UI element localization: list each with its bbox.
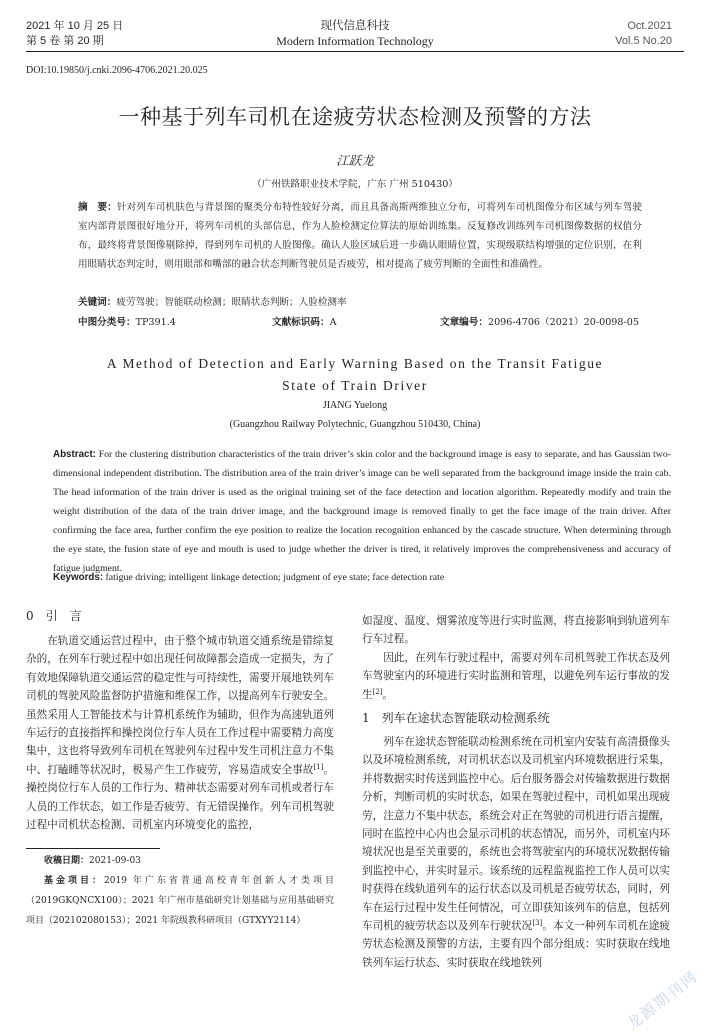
keywords-cn-label: 关键词： (78, 297, 117, 308)
paper-title-en-line1: A Method of Detection and Early Warning Based on the Transit Fatigue (106, 356, 604, 371)
fund-label: 基金项目： (44, 876, 105, 886)
section-0-paragraph-2 (362, 649, 670, 704)
watermark-logo: 龙源期刊网 (623, 967, 702, 1034)
keywords-en (53, 568, 671, 587)
section-1-paragraph-1 (362, 733, 670, 972)
abstract-cn (78, 198, 642, 274)
reference-2: [2] (372, 687, 383, 696)
received-date (26, 851, 334, 871)
section-0-para2-text: 因此，在列车行驶过程中，需要对列车司机驾驶工作状态及列车驾驶室内的环境进行实时监测和管理，以避免列车运行事故的发生 (362, 651, 670, 701)
fund-text: 2019 年广东省普通高校青年创新人才类项目（2019GKQNCX100）；2021 年广州市基础研究计划基础与应用基础研究项目（202102080153）；2021 年院级教科研项目（GTXYY2114） (26, 876, 334, 926)
header-volume: Vol.5 No.20 (615, 35, 672, 47)
section-1-heading: 1 列车在途状态智能联动检测系统 (362, 711, 550, 725)
doc-code-label: 文献标识码： (272, 317, 330, 328)
abstract-cn-label: 摘 要： (78, 202, 117, 213)
abstract-en (53, 445, 671, 578)
section-0-text: 在轨道交通运营过程中，由于整个城市轨道交通系统是错综复杂的，在列车行驶过程中如出现任何故障都会造成一定损失，为了有效地保障轨道交通运营的稳定性与可持续性，需要开展地铁列车司机的驾驶风险监督防护措施和维保工作，以提高列车行驶安全。虽然采用人工智能技术与计算机系统作为辅助，但作为高速轨道列车运行的直接指挥和操控岗位行车人员在工作过程中需要精力高度集中，这也将导致列车司机在驾驶列车过程中发生司机注意力不集中、打瞌睡等状况时，极易产生工作疲劳，容易造成安全事故 (26, 635, 334, 776)
section-0-para1-cont: 如湿度、温度、烟雾浓度等进行实时监测，将直接影响到轨道列车行车过程。 (362, 615, 670, 646)
footnote-rule (26, 848, 160, 849)
fund-project (26, 871, 334, 931)
keywords-cn-text: 疲劳驾驶；智能联动检测；眼睛状态判断；人脸检测率 (116, 297, 347, 308)
classification-clc (78, 313, 176, 332)
section-0-heading: 0 引 言 (26, 609, 82, 623)
footnote (26, 851, 334, 931)
keywords-en-label: Keywords: (53, 572, 104, 583)
doi: DOI:10.19850/j.cnki.2096-4706.2021.20.025 (26, 65, 208, 76)
section-0-paragraph-1 (26, 632, 334, 834)
received-value: 2021-09-03 (89, 856, 141, 866)
journal-title-en: Modern Information Technology (276, 34, 434, 48)
article-number-label: 文章编号： (440, 317, 488, 328)
paper-title-cn: 一种基于列车司机在途疲劳状态检测及预警的方法 (118, 105, 592, 129)
abstract-cn-text: 针对列车司机肤色与背景图的聚类分布特性较好分离，而且具备高斯两维独立分布，可将列车司机图像分布区域与列车驾驶室内部背景图很好地分开，将列车司机的头部信息，作为人脸检测定位算法的原始训练集。反复修改训练列车司机图像数据的权值分布，最终将背景图像剔除掉，得到列车司机的人脸图像。确认人脸区域后进一步确认眼睛位置，实现级联结构增强的定位识别，在利用眼睛状态判定时，则用眼部和嘴部的融合状态判断驾驶员是否疲劳，相对提高了疲劳判断的全面性和准确性。 (78, 202, 642, 270)
author-en: JIANG Yuelong (322, 400, 388, 411)
header-rule (26, 51, 684, 52)
keywords-cn (78, 293, 642, 312)
received-label: 收稿日期： (44, 856, 90, 866)
header-month: Oct.2021 (627, 20, 672, 32)
section-0-text-end: 。操控岗位行车人员的工作行为、精神状态需要对列车司机或者行车人员的工作状态，如工作是否疲劳、有无错误操作。列车司机驾驶过程中司机状态检测、司机室内环境变化的监控， (26, 763, 335, 832)
journal-title-cn: 现代信息科技 (320, 20, 390, 32)
keywords-en-text: fatigue driving; intelligent linkage detection; judgment of eye state; face detection rate (105, 572, 445, 583)
section-0-continuation (362, 612, 670, 704)
abstract-en-text: For the clustering distribution characteristics of the train driver’s skin color and the background image is easy to separate, and has Gaussian two-dimensional independent distribution. The distribution area of the train driver’s image can be well separated from the background image inside the train cab. The head information of the train driver is used as the original training set of the face detection and location algorithm. Repeatedly modify and train the weight distribution of the data of the train driver image, and the background image is removed finally to get the face image of the train driver. After confirming the face area, further confirm the eye position to realize the location recognition enhanced by the cascade structure. When determining through the eye state, the fusion state of eye and mouth is used to judge whether the driver is tired, it relatively improves the comprehensiveness and accuracy of fatigue judgment. (53, 449, 672, 574)
header-date: 2021 年 10 月 25 日 (26, 20, 124, 32)
classification-doc (272, 313, 337, 332)
affiliation-en: (Guangzhou Railway Polytechnic, Guangzhou 510430, China) (229, 419, 481, 430)
section-0-para2-end: 。 (382, 688, 394, 701)
paper-title-en-line2: State of Train Driver (282, 378, 428, 393)
article-number-value: 2096-4706（2021）20-0098-05 (487, 317, 639, 328)
affiliation-cn: （广州铁路职业技术学院，广东 广州 510430） (252, 179, 458, 190)
abstract-en-label: Abstract: (53, 449, 97, 460)
clc-label: 中图分类号： (78, 317, 136, 328)
section-1-text: 列车在途状态智能联动检测系统在司机室内安装有高清摄像头以及环境检测系统，对司机状态以及司机室内环境数据进行采集，并将数据实时传送到监控中心。后台服务器会对传输数据进行数据分析，判断司机的实时状态，如果在驾驶过程中，司机如果出现疲劳，注意力不集中状态，系统会对正在驾驶的司机进行语言提醒，同时在监控中心内也会显示司机的状态情况，而另外，司机室内环境状况也是至关重要的，系统也会将驾驶室内的环境状况数据传输到监控中心，并实时显示。该系统的远程监视监控工作人员可以实时获得在线轨道列车的运行状态以及司机是否疲劳状态，同时，列车在运行过程中发生任何情况，可立即获知该列车的信息，包括列车司机的疲劳状态以及列车行驶状况 (362, 736, 670, 933)
reference-3: [3] (532, 919, 543, 928)
author-cn: 江跃龙 (336, 153, 374, 168)
header-issue: 第 5 卷 第 20 期 (26, 35, 104, 47)
section-1-text-end: 。本文一种列车司机在途疲劳状态检测及预警的方法，主要有四个部分组成：实时获取在线地铁列车运行状态、实时获取在线地铁列 (362, 920, 671, 969)
classification-article (440, 313, 639, 332)
doc-code-value: A (329, 317, 337, 328)
clc-value: TP391.4 (135, 317, 176, 328)
reference-1: [1] (313, 762, 324, 771)
